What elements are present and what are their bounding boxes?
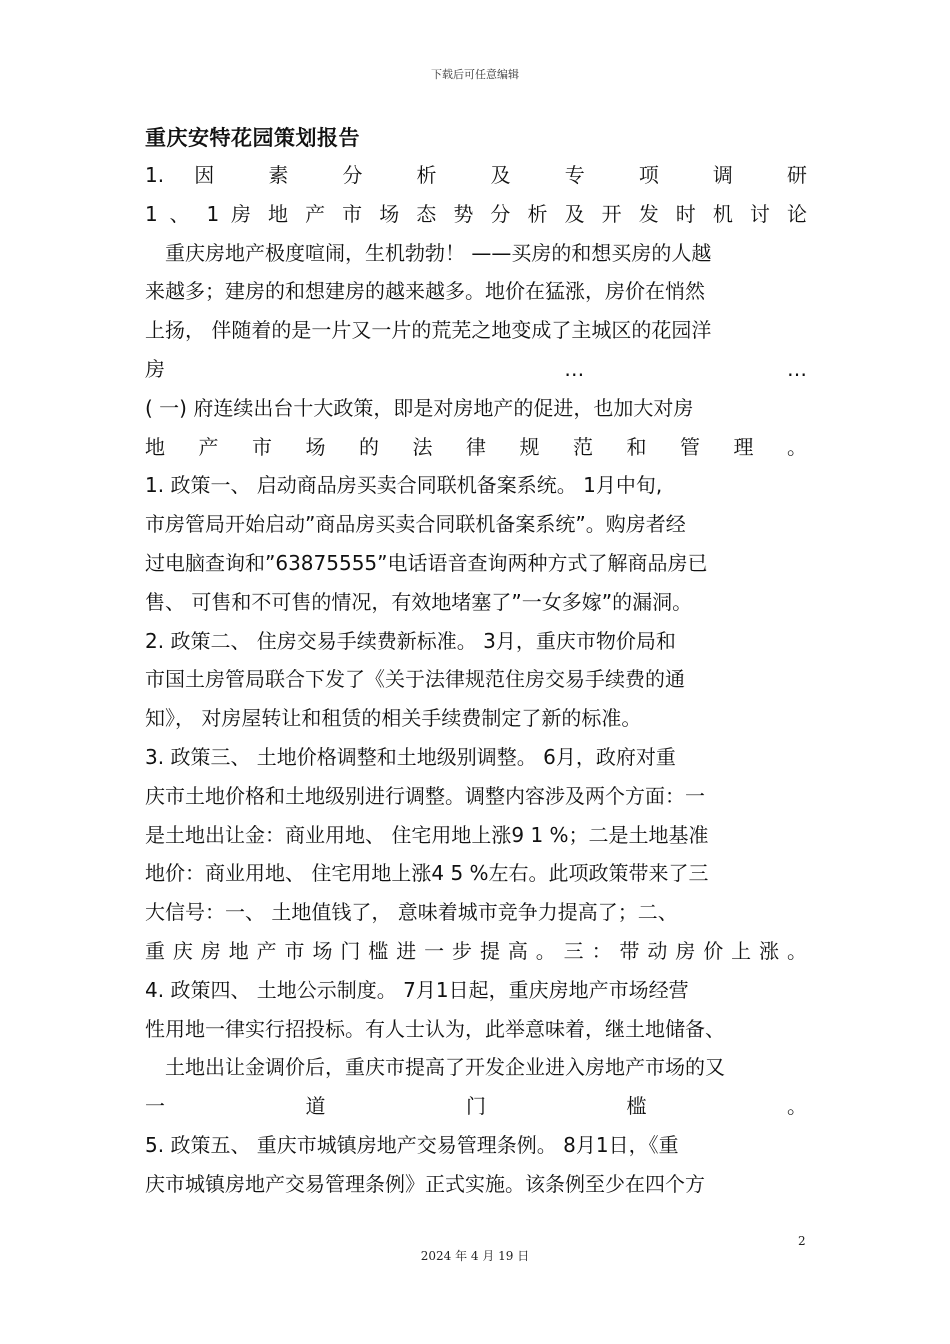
policy-line: 3. 政策三、 土地价格调整和土地级别调整。 6月，政府对重	[145, 744, 676, 769]
subsection-heading-line: 1 、 1 房 地 产 市 场 态 势 分 析 及 开 发 时 机 讨 论	[145, 201, 807, 226]
paragraph-line: 地 产 市 场 的 法 律 规 范 和 管 理 。	[145, 434, 807, 459]
paragraph-line: 房 … …	[145, 356, 807, 381]
paragraph-line: 来越多；建房的和想建房的越来越多。地价在猛涨，房价在悄然	[145, 279, 705, 304]
header-note: 下载后可任意编辑	[431, 68, 519, 81]
page-number: 2	[798, 1234, 806, 1248]
policy-line: 5. 政策五、 重庆市城镇房地产交易管理条例。 8月1日，《重	[145, 1132, 679, 1157]
paragraph-line: 售、 可售和不可售的情况，有效地堵塞了”一女多嫁”的漏洞。	[145, 589, 693, 614]
document-title: 重庆安特花园策划报告	[145, 126, 360, 150]
policy-line: 1. 政策一、 启动商品房买卖合同联机备案系统。 1月中旬,	[145, 473, 663, 498]
paragraph-line: 地价：商业用地、 住宅用地上涨4 5 %左右。此项政策带来了三	[145, 861, 709, 886]
paragraph-line: 性用地一律实行招投标。有人士认为，此举意味着，继土地储备、	[145, 1016, 725, 1041]
footer-date: 2024 年 4 月 19 日	[420, 1249, 530, 1263]
paragraph-line: 是土地出让金：商业用地、 住宅用地上涨9 1 %；二是土地基准	[145, 822, 709, 847]
paragraph-line: 上扬， 伴随着的是一片又一片的荒芜之地变成了主城区的花园洋	[145, 318, 712, 343]
paragraph-line: 知》， 对房屋转让和租赁的相关手续费制定了新的标准。	[145, 706, 642, 731]
paragraph-line: 一 道 门 槛 。	[145, 1094, 807, 1119]
paragraph-line: 重 庆 房 地 产 市 场 门 槛 进 一 步 提 高 。 三 ： 带 动 房 价 上 涨 。	[145, 938, 807, 963]
paragraph-line: 庆市城镇房地产交易管理条例》正式实施。该条例至少在四个方	[145, 1171, 705, 1196]
policy-line: 2. 政策二、 住房交易手续费新标准。 3月，重庆市物价局和	[145, 628, 676, 653]
paragraph-line: 重庆房地产极度喧闹，生机勃勃！ ——买房的和想买房的人越	[145, 240, 712, 265]
section-heading-line: 1. 因 素 分 析 及 专 项 调 研	[145, 163, 807, 187]
paragraph-line: 庆市土地价格和土地级别进行调整。调整内容涉及两个方面：一	[145, 783, 705, 808]
paragraph-line: 过电脑查询和”63875555”电话语音查询两种方式了解商品房已	[145, 550, 708, 575]
paragraph-line: 土地出让金调价后，重庆市提高了开发企业进入房地产市场的又	[145, 1055, 725, 1080]
document-body	[145, 156, 807, 1204]
policy-line: 4. 政策四、 土地公示制度。 7月1日起，重庆房地产市场经营	[145, 977, 689, 1002]
paragraph-line: 市国土房管局联合下发了《关于法律规范住房交易手续费的通	[145, 667, 685, 692]
paragraph-line: ( 一) 府连续出台十大政策，即是对房地产的促进，也加大对房	[145, 395, 694, 420]
paragraph-line: 大信号：一、 土地值钱了， 意味着城市竞争力提高了；二、	[145, 900, 678, 925]
paragraph-line: 市房管局开始启动”商品房买卖合同联机备案系统”。购房者经	[145, 512, 686, 537]
